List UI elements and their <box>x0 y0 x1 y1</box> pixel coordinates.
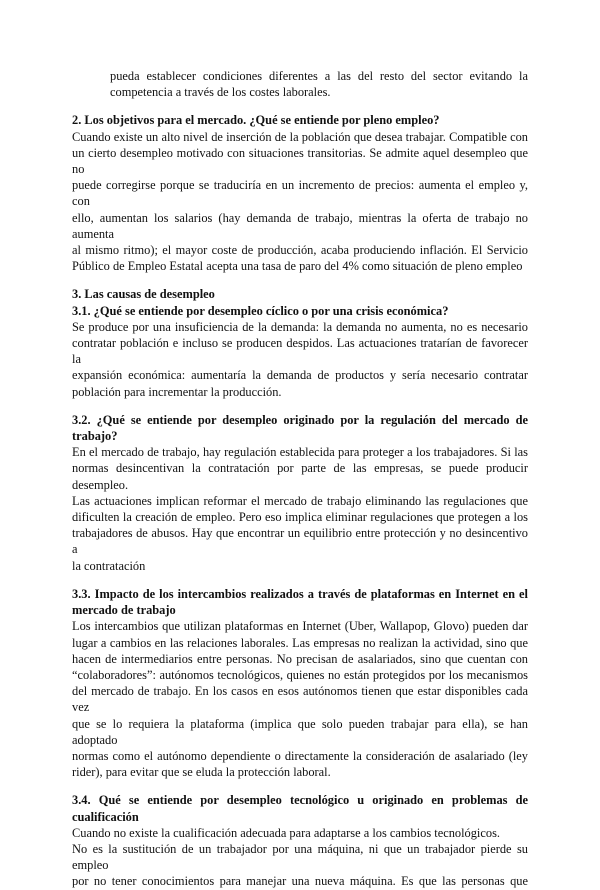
text-line: competencia a través de los costes laborales. <box>110 85 331 100</box>
text-line: No es la sustitución de un trabajador por una máquina, ni que un trabajador pierde su empleo <box>72 841 528 873</box>
heading-line: 3.2. ¿Qué se entiende por desempleo originado por la regulación del mercado de <box>72 412 528 427</box>
section-2-paragraph <box>72 129 528 275</box>
section-3-3-paragraph <box>72 618 528 780</box>
text-line: del mercado de trabajo. En los casos en esos autónomos tienen que estar disponibles cada vez <box>72 684 528 715</box>
section-3-2-paragraph <box>72 444 528 574</box>
text-line: al mismo ritmo); el mayor coste de producción, acaba produciendo inflación. El Servicio <box>72 243 528 258</box>
text-line: normas desincentivan la contratación por parte de las empresas, se puede producir desempleo. <box>72 461 528 492</box>
section-3-heading: 3. Las causas de desempleo <box>72 287 215 302</box>
text-line: por no tener conocimientos para manejar una nueva máquina. Es que las personas que <box>72 874 528 889</box>
section-3-4-paragraph <box>72 825 528 890</box>
heading-line: 3.4. Qué se entiende por desempleo tecnológico u originado en problemas de <box>72 793 528 808</box>
text-line: En el mercado de trabajo, hay regulación establecida para proteger a los trabajadores. Si las <box>72 445 528 460</box>
heading-line: cualificación <box>72 809 139 824</box>
text-line: población para incrementar la producción. <box>72 384 282 399</box>
heading-line: 3.3. Impacto de los intercambios realizados a través de plataformas en Internet en el <box>72 586 528 601</box>
text-line: contratar población e incluso se producen despidos. Las actuaciones tratarían de favorecer la <box>72 336 528 367</box>
text-line: rider), para evitar que se eluda la protección laboral. <box>72 765 331 780</box>
section-3-1-heading: 3.1. ¿Qué se entiende por desempleo cíclico o por una crisis económica? <box>72 303 449 318</box>
text-line: puede corregirse porque se traduciría en un incremento de precios: aumenta el empleo y, con <box>72 178 528 209</box>
text-line: pueda establecer condiciones diferentes a las del resto del sector evitando la <box>110 69 528 83</box>
text-line: Las actuaciones implican reformar el mercado de trabajo eliminando las regulaciones que <box>72 493 528 508</box>
text-line: Cuando no existe la cualificación adecuada para adaptarse a los cambios tecnológicos. <box>72 825 500 840</box>
section-3-1-paragraph <box>72 319 528 400</box>
heading-line: trabajo? <box>72 429 118 444</box>
section-3-2-heading <box>72 412 528 444</box>
text-line: lugar a cambios en las relaciones laborales. Las empresas no realizan la actividad, sino que <box>72 635 528 650</box>
text-line: que se lo requiera la plataforma (implica que solo pueden trabajar para ella), se han adoptado <box>72 716 528 747</box>
text-line: ello, aumentan los salarios (hay demanda de trabajo, mientras la oferta de trabajo no aumenta <box>72 210 528 241</box>
text-line: expansión económica: aumentaría la demanda de productos y sería necesario contratar <box>72 368 528 383</box>
text-line: Los intercambios que utilizan plataformas en Internet (Uber, Wallapop, Glovo) pueden dar <box>72 619 528 634</box>
text-line: trabajadores de abusos. Hay que encontrar un equilibrio entre protección y no desincentivo a <box>72 526 528 557</box>
text-line: “colaboradores”: autónomos tecnológicos, quienes no están protegidos por los mecanismos <box>72 667 528 682</box>
text-line: normas como el autónomo dependiente o directamente la consideración de asalariado (ley <box>72 748 528 763</box>
section-3-3-heading <box>72 586 528 618</box>
text-line: Público de Empleo Estatal acepta una tasa de paro del 4% como situación de pleno empleo <box>72 259 523 274</box>
text-line: Se produce por una insuficiencia de la demanda: la demanda no aumenta, no es necesario <box>72 319 528 334</box>
text-line: Cuando existe un alto nivel de inserción de la población que desea trabajar. Compatible con <box>72 129 528 144</box>
text-line: la contratación <box>72 558 146 573</box>
continuation-paragraph <box>72 68 528 100</box>
section-2-heading: 2. Los objetivos para el mercado. ¿Qué se entiende por pleno empleo? <box>72 113 440 128</box>
text-line: hacen de intermediarios entre personas. No precisan de asalariados, sino que cuentan con <box>72 651 528 666</box>
heading-line: mercado de trabajo <box>72 603 176 618</box>
section-3-4-heading <box>72 792 528 824</box>
text-line: dificulten la creación de empleo. Pero eso implica eliminar regulaciones que protegen a los <box>72 510 528 525</box>
text-line: un cierto desempleo motivado con situaciones transitorias. Se admite aquel desempleo que no <box>72 145 528 177</box>
